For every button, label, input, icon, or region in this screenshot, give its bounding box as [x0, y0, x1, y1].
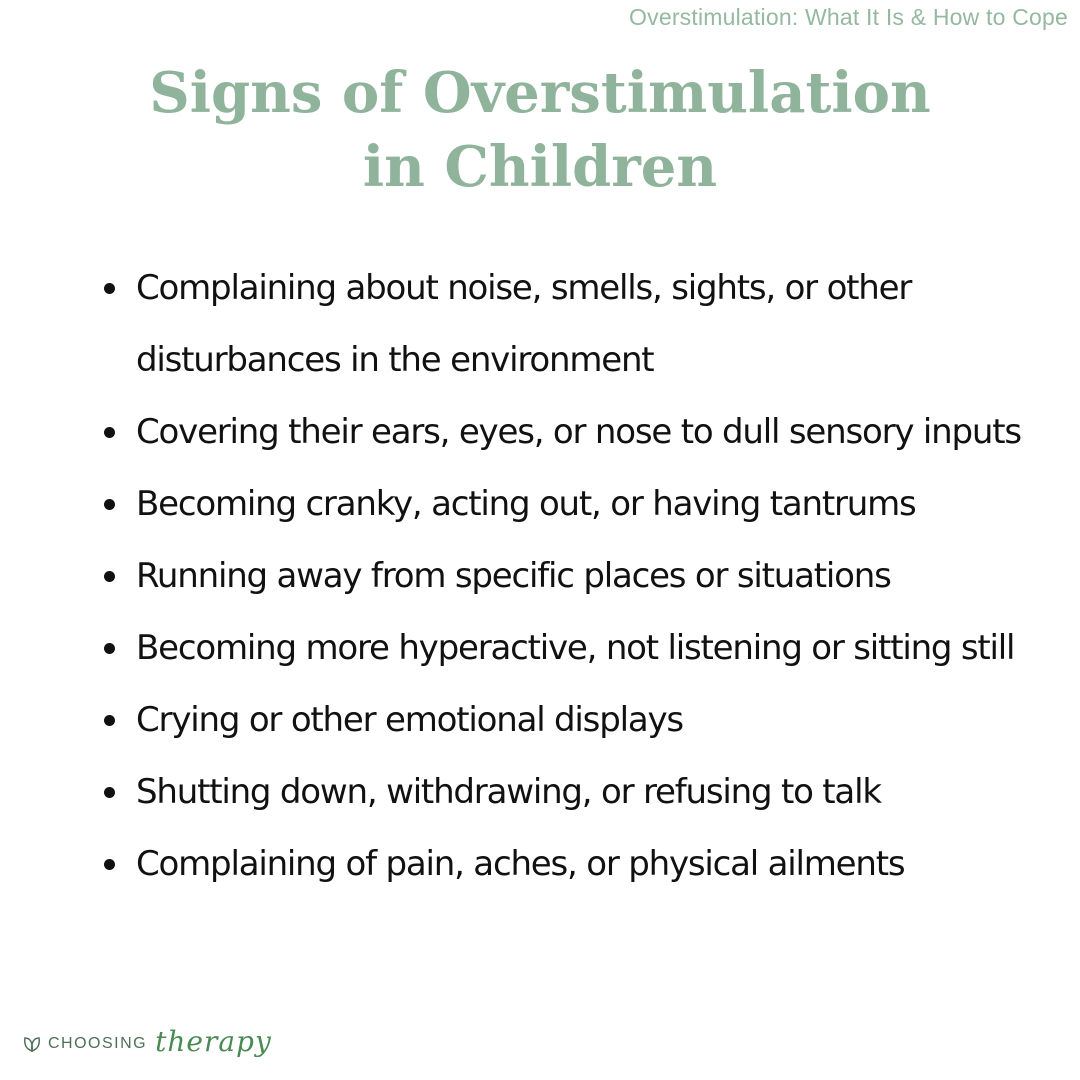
list-item-text: Crying or other emotional displays — [136, 700, 683, 740]
signs-list — [96, 252, 1056, 900]
list-item — [96, 540, 1056, 612]
list-item — [96, 612, 1056, 684]
list-item-text: Becoming more hyperactive, not listening or sitting still — [136, 628, 1015, 668]
choosing-therapy-logo — [22, 1027, 272, 1060]
list-item-text: Covering their ears, eyes, or nose to dull sensory inputs — [136, 412, 1021, 452]
logo-script: therapy — [155, 1025, 272, 1058]
list-item — [96, 684, 1056, 756]
list-item-text: Shutting down, withdrawing, or refusing to talk — [136, 772, 881, 812]
bullet-icon — [104, 427, 115, 438]
bullet-icon — [104, 283, 115, 294]
list-item — [96, 396, 1056, 468]
list-item — [96, 252, 1056, 396]
list-item-text: Complaining of pain, aches, or physical ailments — [136, 844, 905, 884]
bullet-icon — [104, 643, 115, 654]
list-item — [96, 828, 1056, 900]
bullet-icon — [104, 859, 115, 870]
title-line-1: Signs of Overstimulation — [149, 60, 931, 126]
bullet-icon — [104, 571, 115, 582]
bullet-icon — [104, 787, 115, 798]
list-item — [96, 468, 1056, 540]
bullet-icon — [104, 715, 115, 726]
list-item-text: Becoming cranky, acting out, or having tantrums — [136, 484, 916, 524]
bullet-icon — [104, 499, 115, 510]
title-line-2: in Children — [362, 134, 718, 200]
logo-wordmark: CHOOSING — [48, 1034, 148, 1052]
list-item — [96, 756, 1056, 828]
leaf-icon — [22, 1034, 42, 1054]
list-item-text: Running away from specific places or situations — [136, 556, 891, 596]
list-item-text: Complaining about noise, smells, sights, or other disturbances in the environment — [136, 268, 912, 380]
page-title — [0, 56, 1080, 204]
header-tagline: Overstimulation: What It Is & How to Cope — [629, 4, 1068, 30]
